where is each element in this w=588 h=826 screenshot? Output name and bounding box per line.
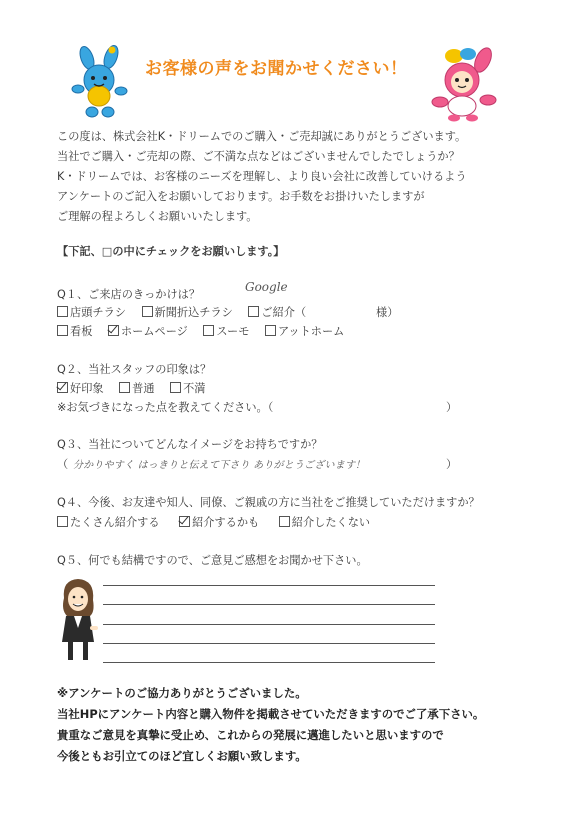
q4-option[interactable]: 紹介するかも <box>179 514 259 530</box>
q1-option[interactable]: ホームページ <box>108 323 188 339</box>
comment-line[interactable] <box>103 604 435 605</box>
checkbox-checked[interactable] <box>108 325 119 336</box>
checkbox[interactable] <box>248 306 259 317</box>
q3-open: （ <box>57 458 69 471</box>
checkbox[interactable] <box>170 382 181 393</box>
checkbox[interactable] <box>203 325 214 336</box>
q3-close: ） <box>446 458 458 471</box>
intro-line: 当社でご購入・ご売却の際、ご不満な点などはございませんでしたでしょうか？ <box>57 150 460 163</box>
q1-option[interactable]: アットホーム <box>265 323 344 339</box>
instruction: 【下記、□の中にチェックをお願いします。】 <box>57 245 285 258</box>
q1-row2 <box>57 323 356 339</box>
pink-mascot-icon <box>428 44 500 122</box>
comment-line[interactable] <box>103 585 435 586</box>
q1-question: Q１、ご来店のきっかけは？ <box>57 288 201 301</box>
q5-question: Q５、何でも結構ですので、ご意見ご感想をお聞かせ下さい。 <box>57 554 368 567</box>
checkbox[interactable] <box>119 382 130 393</box>
checkbox-checked[interactable] <box>57 382 68 393</box>
checkbox[interactable] <box>265 325 276 336</box>
q4-option[interactable]: 紹介したくない <box>279 514 370 530</box>
footer-line: 当社HPにアンケート内容と購入物件を掲載させていただきますのでご了承下さい。 <box>57 707 485 721</box>
intro-line: この度は、株式会社K・ドリームでのご購入・ご売却誠にありがとうございます。 <box>57 130 467 143</box>
q2-note-label: ※お気づきになった点を教えてください。（ <box>57 401 274 414</box>
q2-option[interactable]: 不満 <box>170 380 205 396</box>
q2-note-close: ） <box>446 401 458 414</box>
intro-line: ご理解の程よろしくお願いいたします。 <box>57 210 258 223</box>
comment-line[interactable] <box>103 643 435 644</box>
footer-text <box>57 683 484 767</box>
checkbox[interactable] <box>142 306 153 317</box>
checkbox[interactable] <box>57 516 68 527</box>
staff-avatar-icon <box>54 576 104 664</box>
q3-question: Q３、当社についてどんなイメージをお持ちですか？ <box>57 438 323 451</box>
comment-line[interactable] <box>103 662 435 663</box>
q2-question: Q２、当社スタッフの印象は？ <box>57 363 212 376</box>
q2-options <box>57 380 217 396</box>
q2-option[interactable]: 好印象 <box>57 380 104 396</box>
q1-option[interactable]: ご紹介（ <box>248 304 306 320</box>
footer-line: ※アンケートのご協力ありがとうございました。 <box>57 686 307 700</box>
q1-handwritten-answer: Google <box>245 280 288 294</box>
q1-row1 <box>57 304 306 320</box>
checkbox[interactable] <box>57 325 68 336</box>
q1-option[interactable]: 店頭チラシ <box>57 304 126 320</box>
comment-line[interactable] <box>103 624 435 625</box>
checkbox[interactable] <box>279 516 290 527</box>
q1-referral-suffix: 様） <box>376 306 399 319</box>
intro-line: K・ドリームでは、お客様のニーズを理解し、より良い会社に改善していけるよう <box>57 170 467 183</box>
q4-options <box>57 514 382 530</box>
intro-text <box>57 127 467 227</box>
page-title: お客様の声をお聞かせください！ <box>145 59 408 79</box>
footer-line: 今後ともお引立てのほど宜しくお願い致します。 <box>57 749 307 763</box>
intro-line: アンケートのご記入をお願いしております。お手数をお掛けいたしますが <box>57 190 425 203</box>
q1-option[interactable]: スーモ <box>203 323 249 339</box>
footer-line: 貴重なご意見を真摯に受止め、これからの発展に邁進したいと思いますので <box>57 728 444 742</box>
checkbox-checked[interactable] <box>179 516 190 527</box>
q2-option[interactable]: 普通 <box>119 380 154 396</box>
q4-question: Q４、今後、お友達や知人、同僚、ご親戚の方に当社をご推奨していただけますか？ <box>57 496 480 509</box>
q1-option[interactable]: 看板 <box>57 323 92 339</box>
blue-mascot-icon <box>70 44 132 122</box>
q4-option[interactable]: たくさん紹介する <box>57 514 160 530</box>
q3-handwritten-answer: 分かりやすく はっきりと伝えて下さり ありがとうございます！ <box>73 460 366 471</box>
checkbox[interactable] <box>57 306 68 317</box>
q1-option[interactable]: 新聞折込チラシ <box>142 304 233 320</box>
